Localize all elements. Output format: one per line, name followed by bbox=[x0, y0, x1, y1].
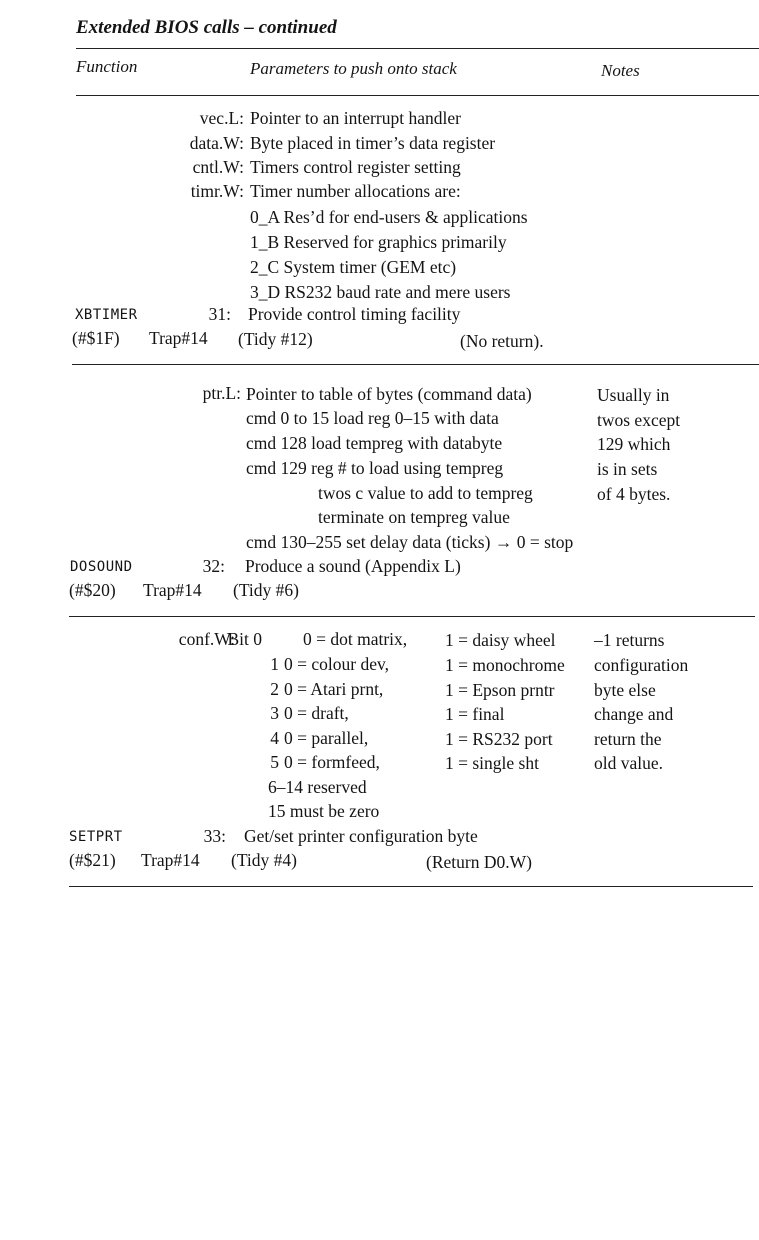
note-line: twos except bbox=[597, 410, 681, 430]
param-description: cmd 129 reg # to load using tempreg bbox=[246, 458, 504, 478]
trap-label: Trap#14 bbox=[143, 580, 202, 600]
bit-one-meaning: 1 = daisy wheel bbox=[445, 630, 556, 650]
section-rule bbox=[72, 364, 759, 365]
header-function: Function bbox=[76, 57, 138, 76]
tidy-label: (Tidy #6) bbox=[233, 580, 299, 600]
timer-allocation: 0_A Res’d for end-users & applications bbox=[250, 207, 528, 227]
note-line: return the bbox=[594, 729, 662, 749]
bit-one-meaning: 1 = RS232 port bbox=[445, 729, 553, 749]
param-name: cntl.W: bbox=[192, 157, 244, 177]
function-description: Produce a sound (Appendix L) bbox=[245, 556, 461, 576]
timer-allocation: 2_C System timer (GEM etc) bbox=[250, 257, 457, 277]
trap-label: Trap#14 bbox=[149, 328, 208, 348]
param-name: timr.W: bbox=[190, 181, 244, 201]
bit-zero-meaning: 0 = Atari prnt, bbox=[284, 679, 384, 699]
param-name: ptr.L: bbox=[202, 383, 241, 403]
bit-one-meaning: 1 = monochrome bbox=[445, 655, 565, 675]
bit-number: 4 bbox=[270, 728, 279, 748]
note-line: is in sets bbox=[597, 459, 658, 479]
bit-extra: 15 must be zero bbox=[268, 801, 380, 821]
param-description: twos c value to add to tempreg bbox=[318, 483, 533, 503]
note-line: of 4 bytes. bbox=[597, 484, 671, 504]
note-line: –1 returns bbox=[594, 630, 665, 650]
param-description: cmd 0 to 15 load reg 0–15 with data bbox=[246, 408, 499, 428]
bit-zero-meaning: 0 = draft, bbox=[284, 703, 349, 723]
bit-zero-meaning: 0 = parallel, bbox=[284, 728, 369, 748]
header-bottom-rule bbox=[76, 95, 759, 96]
timer-allocation: 3_D RS232 baud rate and mere users bbox=[250, 282, 511, 302]
function-code: (#$21) bbox=[69, 850, 116, 870]
bit-one-meaning: 1 = final bbox=[445, 704, 505, 724]
function-code: (#$1F) bbox=[72, 328, 120, 348]
param-description: Pointer to an interrupt handler bbox=[250, 108, 461, 128]
param-description: cmd 130–255 set delay data (ticks) → 0 = stop bbox=[246, 532, 574, 552]
bit-number: 5 bbox=[270, 752, 279, 772]
bit-number: 3 bbox=[270, 703, 279, 723]
function-number: 31: bbox=[208, 304, 231, 324]
header-top-rule bbox=[76, 48, 759, 49]
function-name: SETPRT bbox=[69, 829, 123, 845]
bit-extra: 6–14 reserved bbox=[268, 777, 367, 797]
bit-zero-meaning: 0 = dot matrix, bbox=[303, 629, 408, 649]
function-name: DOSOUND bbox=[70, 559, 133, 575]
function-name: XBTIMER bbox=[75, 307, 138, 323]
note-line: change and bbox=[594, 704, 674, 724]
note-line: old value. bbox=[594, 753, 664, 773]
trap-label: Trap#14 bbox=[141, 850, 200, 870]
tidy-label: (Tidy #12) bbox=[238, 329, 313, 349]
bit-zero-meaning: 0 = colour dev, bbox=[284, 654, 389, 674]
note-line: byte else bbox=[594, 680, 656, 700]
param-description: terminate on tempreg value bbox=[318, 507, 510, 527]
header-parameters: Parameters to push onto stack bbox=[250, 59, 457, 78]
note-line: configuration bbox=[594, 655, 689, 675]
bit-one-meaning: 1 = Epson prntr bbox=[445, 680, 555, 700]
function-description: Provide control timing facility bbox=[248, 304, 461, 324]
return-label: (No return). bbox=[460, 331, 544, 351]
param-description: cmd 128 load tempreg with databyte bbox=[246, 433, 503, 453]
param-name: conf.W: bbox=[178, 629, 235, 649]
bit-number: Bit 0 bbox=[227, 629, 262, 649]
bit-zero-meaning: 0 = formfeed, bbox=[284, 752, 380, 772]
bit-number: 2 bbox=[270, 679, 279, 699]
param-description: Timers control register setting bbox=[250, 157, 461, 177]
section-rule bbox=[69, 886, 753, 887]
param-description: Timer number allocations are: bbox=[250, 181, 461, 201]
param-description: Pointer to table of bytes (command data) bbox=[246, 384, 532, 404]
bit-number: 1 bbox=[270, 654, 279, 674]
page-title: Extended BIOS calls – continued bbox=[76, 17, 337, 38]
bit-one-meaning: 1 = single sht bbox=[445, 753, 539, 773]
return-label: (Return D0.W) bbox=[426, 852, 532, 872]
section-rule bbox=[69, 616, 755, 617]
note-line: Usually in bbox=[597, 385, 670, 405]
param-description: Byte placed in timer’s data register bbox=[250, 133, 496, 153]
function-description: Get/set printer configuration byte bbox=[244, 826, 478, 846]
param-name: data.W: bbox=[189, 133, 244, 153]
function-number: 32: bbox=[202, 556, 225, 576]
header-notes: Notes bbox=[601, 61, 640, 80]
function-code: (#$20) bbox=[69, 580, 116, 600]
param-name: vec.L: bbox=[199, 108, 244, 128]
timer-allocation: 1_B Reserved for graphics primarily bbox=[250, 232, 507, 252]
tidy-label: (Tidy #4) bbox=[231, 850, 297, 870]
note-line: 129 which bbox=[597, 434, 671, 454]
function-number: 33: bbox=[203, 826, 226, 846]
